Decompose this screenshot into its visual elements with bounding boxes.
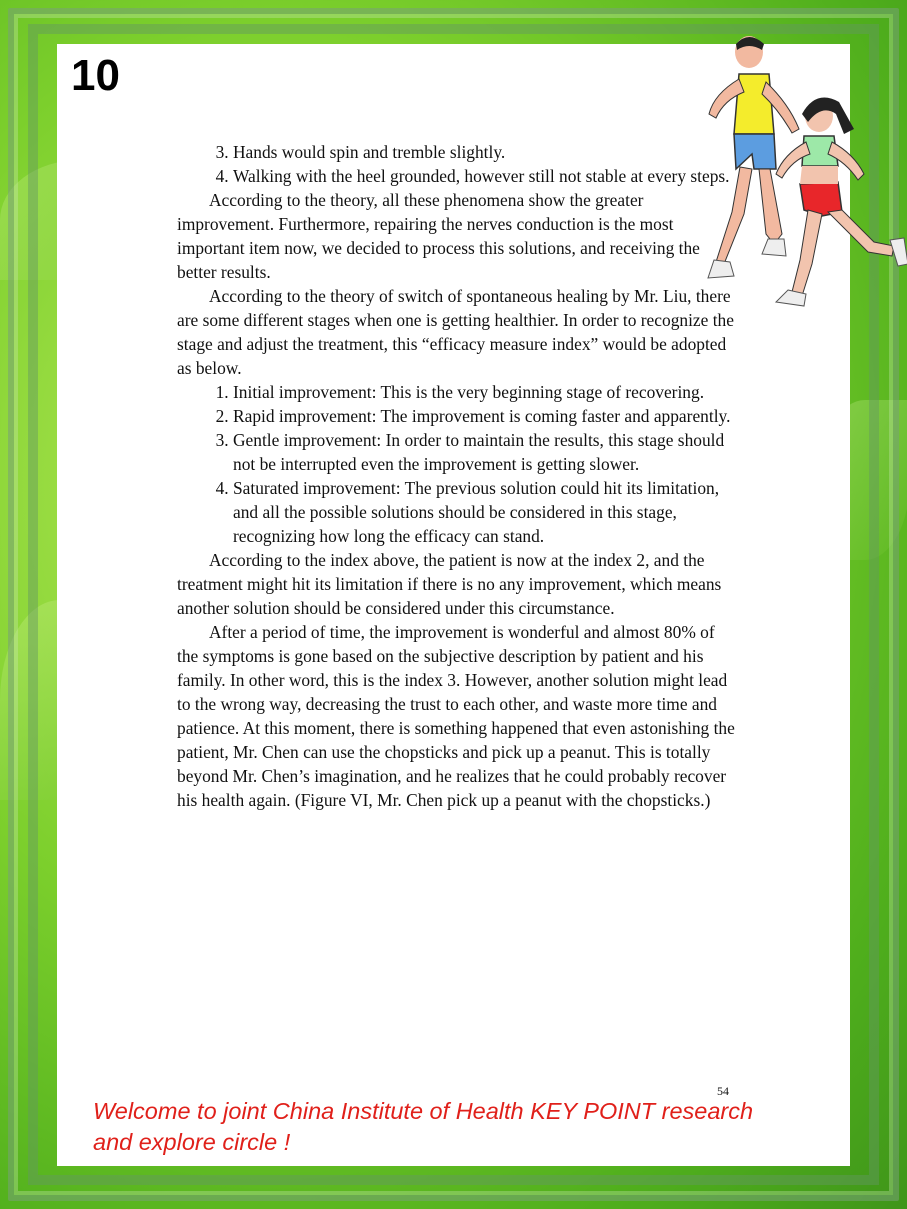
list-item: 3. Hands would spin and tremble slightly. — [233, 140, 737, 164]
list-item: 4. Saturated improvement: The previous solution could hit its limitation, and all the possible solutions should be considered in this stage, recognizing how long the efficacy can stand. — [233, 476, 737, 548]
list-item: 3. Gentle improvement: In order to maintain the results, this stage should not be interrupted even the improvement is getting slower. — [233, 428, 737, 476]
paragraph: After a period of time, the improvement is wonderful and almost 80% of the symptoms is gone based on the subjective description by patient and his family. In other word, this is the index 3. However, another solution might lead to the wrong way, decreasing the trust to each other, and waste more time and patience. At this moment, there is something happened that even astonishing the patient, Mr. Chen can use the chopsticks and pick up a peanut. This is totally beyond Mr. Chen’s imagination, and he realizes that he could probably recover his health again. (Figure VI, Mr. Chen pick up a peanut with the chopsticks.) — [177, 622, 735, 810]
paragraph: According to the theory of switch of spontaneous healing by Mr. Liu, there are some different stages when one is getting healthier. In order to recognize the stage and adjust the treatment, this “efficacy measure index” would be adopted as below. — [177, 286, 734, 378]
list-item: 1. Initial improvement: This is the very beginning stage of recovering. — [233, 380, 737, 404]
page-number: 10 — [71, 51, 120, 100]
list-item: 4. Walking with the heel grounded, however still not stable at every steps. — [233, 164, 737, 188]
footer-page-number: 54 — [717, 1084, 729, 1098]
page — [57, 44, 850, 1166]
paragraph: According to the theory, all these phenomena show the greater improvement. Furthermore, repairing the nerves conduction is the most important item now, we decided to process this solutions, and receiving the better results. — [177, 190, 700, 282]
welcome-line: Welcome to joint China Institute of Health KEY POINT research — [93, 1098, 754, 1124]
paragraph: According to the index above, the patient is now at the index 2, and the treatment might hit its limitation if there is no any improvement, which means another solution should be considered under this circumstance. — [177, 550, 722, 618]
welcome-line: and explore circle ! — [93, 1129, 291, 1155]
efficacy-index-list — [177, 380, 737, 548]
list-item: 2. Rapid improvement: The improvement is coming faster and apparently. — [233, 404, 737, 428]
body-text — [177, 140, 737, 812]
symptom-list — [177, 140, 737, 188]
welcome-message — [93, 1096, 833, 1158]
